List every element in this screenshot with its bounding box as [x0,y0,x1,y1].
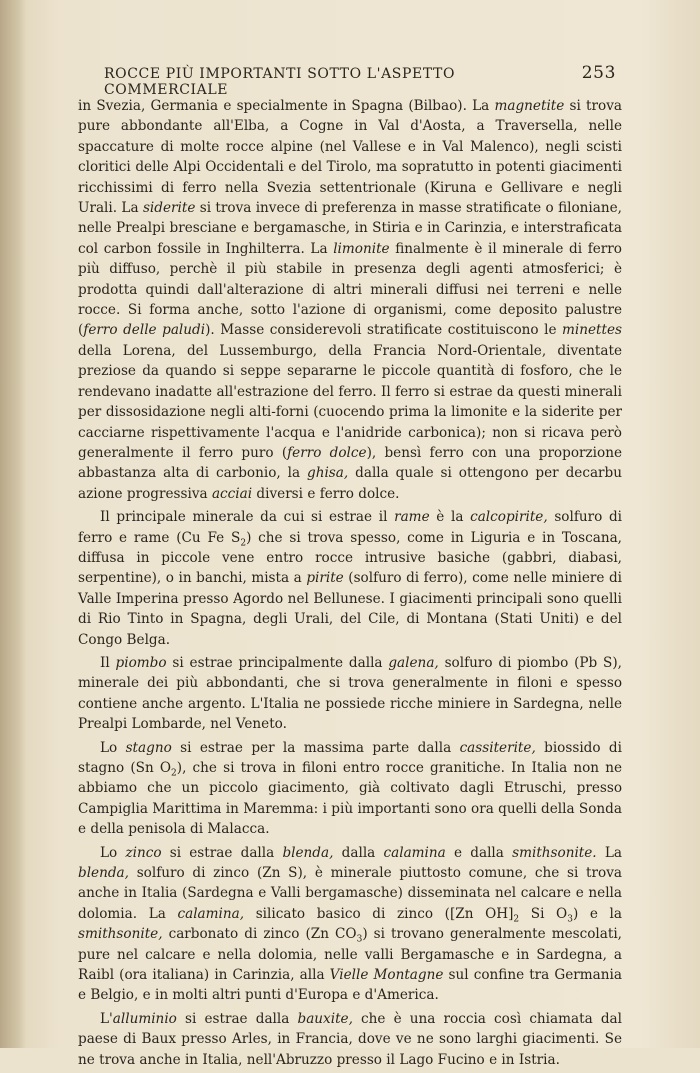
subscript: 2 [171,768,177,779]
italic-term: alluminio [112,1010,177,1027]
text-run: in Svezia, Germania e specialmente in Spagna (Bilbao). La [78,98,495,114]
paragraph-zinc [78,843,622,1006]
text-run: ). Masse considerevoli stratificate costituiscono le [205,322,563,339]
text-run: Si O [519,905,568,922]
text-run: solfuro di zinco (Zn S), è minerale piuttosto comune, che si trova anche in Italia (Sardegna e Valli bergamasche) disseminata nel calcare e nella dolomia. La [78,865,622,922]
subscript: 2 [240,538,247,549]
text-run: dalla quale si ottengono per decarbu azione progressiva [78,465,622,502]
text-run: solfuro di ferro e rame (Cu Fe S [78,509,622,546]
italic-term: smithsonite. [512,844,597,861]
page-gutter [0,0,26,1048]
text-run: Lo [100,739,126,756]
paragraph-lead [78,653,622,735]
italic-term: acciai [211,485,253,502]
text-run: si estrae dalla [176,1010,298,1027]
paragraph-tin [78,738,622,840]
text-run: La [596,844,622,861]
italic-term: piombo [115,654,167,671]
text-run: si trova pure abbondante all'Elba, a Cogne in Val d'Aosta, a Traversella, nelle spaccature di molte rocce alpine (nel Vallese e in Val Malenco), negli scisti cloritici delle Alpi Occidentali e del Tirolo, ma sopratutto in potenti giacimenti ricchissimi di ferro nella Svezia settentrionale (Kiruna e Gellivare e negli Urali. La [78,98,622,217]
text-run: si estrae principalmente dalla [166,654,389,671]
italic-term: cassiterite, [459,739,536,756]
text-run: silicato basico di zinco ([Zn OH] [244,905,514,922]
text-run: ), che si trova in filoni entro rocce granitiche. In Italia non ne abbiamo che un piccolo giacimento, già coltivato dagli Etruschi, presso Campiglia Marittima in Maremma: i più importanti sono ora quelli della Sonda e della penisola di Malacca. [78,760,623,838]
page-number: 253 [581,63,616,83]
paragraph-copper [78,507,622,650]
text-run: dalla [333,844,384,861]
text-run: (solfuro di ferro), come nelle miniere di Valle Imperina presso Agordo nel Bellunese. I giacimenti principali sono quelli di Rio Tinto in Spagna, degli Urali, del Cile, di Montana (Stati Uniti) e del Congo Belga. [78,570,622,648]
text-run: e dalla [445,844,513,861]
text-run: ) si trovano generalmente mescolati, pure nel calcare e nella dolomia, nelle valli Bergamasche e in Sardegna, a Raibl (ora italiana) in Carinzia, alla [78,926,623,984]
italic-term: siderite [142,200,196,217]
text-run: si estrae dalla [161,844,283,861]
italic-term: Vielle Montagne [329,967,444,984]
paragraph-iron [78,96,622,504]
text-run: ), bensì ferro con una proporzione abbastanza alta di carbonio, la [78,444,622,482]
text-run: ) che si trova spesso, come in Liguria e in Toscana, diffusa in piccole vene entro rocce intrusive basiche (gabbri, diabasi, serpentine), o in banchi, mista a [78,529,622,587]
italic-term: pirite [306,570,344,587]
italic-term: limonite [333,240,390,257]
italic-term: magnetite [494,98,565,114]
italic-term: blenda, [282,844,334,861]
italic-term: calcopirite, [470,509,548,526]
italic-term: stagno [125,739,172,756]
subscript: 2 [513,914,520,925]
body-text [78,96,622,1073]
running-title: ROCCE PIÙ IMPORTANTI SOTTO L'ASPETTO COMMERCIALE [104,66,456,98]
text-run: Il principale minerale da cui si estrae il [100,509,395,526]
subscript: 3 [356,934,363,945]
text-run: diversi e ferro dolce. [252,485,400,502]
text-run: sul confine tra Germania e Belgio, e in molti altri punti d'Europa e d'America. [78,967,622,1004]
text-run: della Lorena, del Lussemburgo, della Francia Nord-Orientale, diventate preziose da quando si seppe separarne le piccole quantità di fosforo, che le rendevano inadatte all'estrazione del ferro. Il ferro si estrae da questi minerali per dissosidazione negli alti-forni (cuocendo prima la limonite e la siderite per cacciarne rispettivamente l'acqua e l'anidride carbonica); non si ricava però generalmente il ferro puro ( [78,342,622,461]
italic-term: rame [394,509,430,526]
text-run: Lo [100,844,126,861]
text-run: si trova invece di preferenza in masse stratificate o filoniane, nelle Prealpi bresciane e bergamasche, in Stiria e in Carinzia, e interstraficata col carbon fossile in Inghilterra. La [78,200,622,257]
italic-term: ferro dolce [287,444,367,461]
text-run: Il [100,654,116,671]
subscript: 3 [567,914,573,925]
italic-term: ghisa, [307,465,349,482]
text-run: solfuro di piombo (Pb S), minerale dei più abbondanti, che si trova generalmente in filoni e spesso contiene anche argento. L'Italia ne possiede ricche miniere in Sardegna, nelle Prealpi Lombarde, nel Veneto. [78,654,622,733]
paragraph-aluminium [78,1009,622,1070]
italic-term: minettes [562,322,622,339]
italic-term: galena, [388,654,439,671]
running-header [104,63,616,98]
text-run: L' [100,1010,113,1027]
italic-term: blenda, [78,865,129,882]
italic-term: smithsonite, [78,926,163,943]
text-run: è la [429,509,471,526]
italic-term: zinco [125,844,162,861]
text-run: carbonato di zinco (Zn CO [162,926,357,943]
italic-term: bauxite, [297,1010,353,1027]
italic-term: calamina [383,844,446,861]
text-run: finalmente è il minerale di ferro più diffuso, perchè il più stabile in presenza degli agenti atmosferici; è prodotta quindi dall'alterazione di altri minerali diffusi nei terreni e nelle rocce. Si forma anche, sotto l'azione di organismi, come deposito palustre ( [78,240,622,339]
text-run: si estrae per la massima parte dalla [171,739,460,756]
text-run: biossido di stagno (Sn O [78,739,622,776]
italic-term: ferro delle paludi [83,322,206,339]
text-run: ) e la [572,905,622,922]
italic-term: calamina, [177,905,245,922]
text-run: che è una roccia così chiamata dal paese di Baux presso Arles, in Francia, dove ve ne sono larghi giacimenti. Se ne trova anche in Italia, nell'Abruzzo presso il Lago Fucino e in Istria. [78,1010,622,1068]
